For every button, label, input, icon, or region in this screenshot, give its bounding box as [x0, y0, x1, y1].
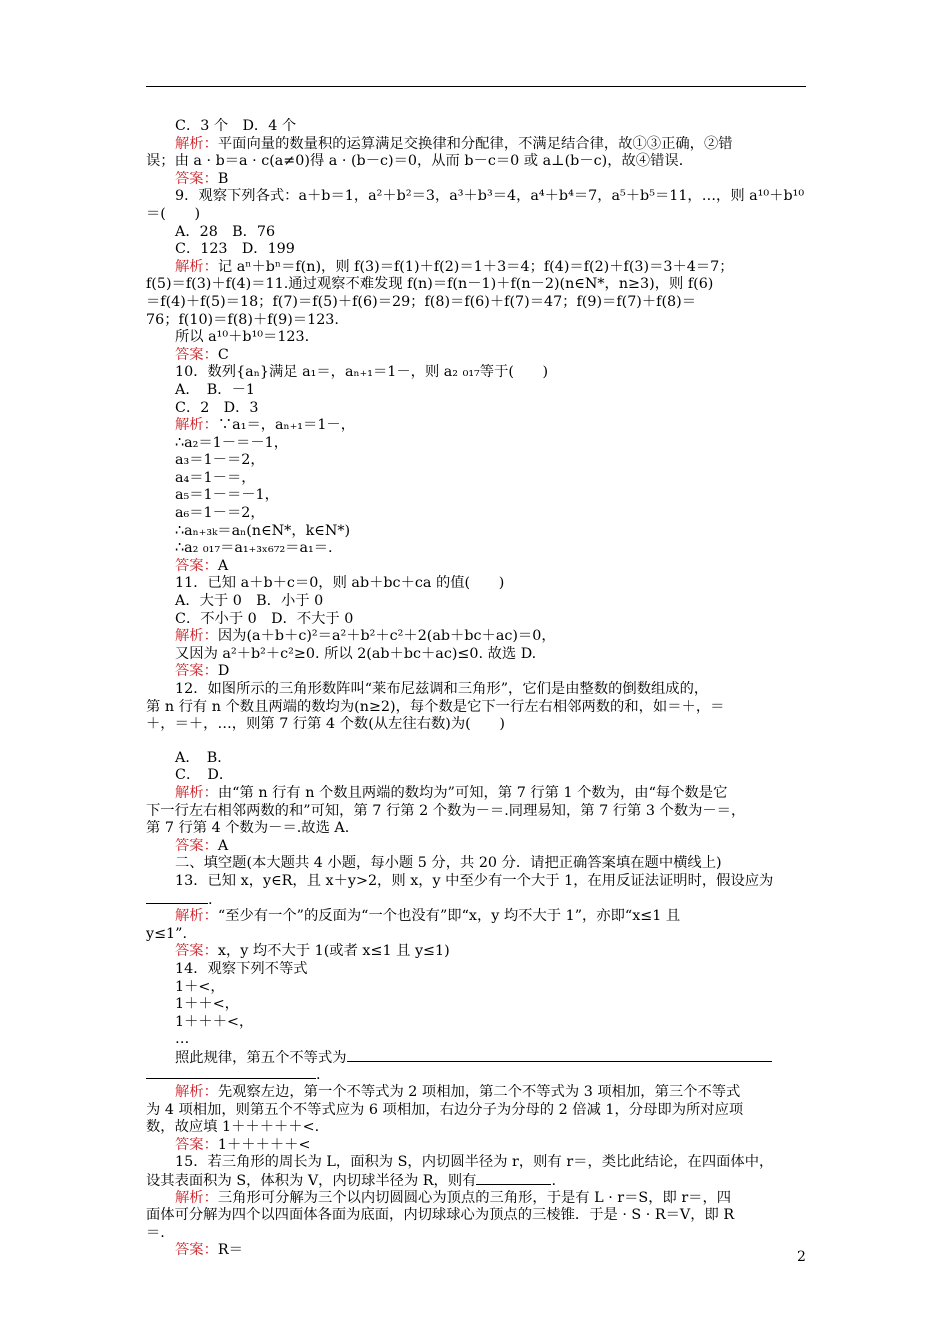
text-line — [146, 663, 808, 681]
answer-blank — [146, 1066, 316, 1079]
line-text: A．大于 0 B．小于 0 — [175, 593, 324, 610]
text-line — [146, 961, 808, 979]
answer-label: 答案： — [175, 1136, 218, 1153]
text-line — [146, 855, 808, 873]
text-line — [146, 996, 808, 1014]
line-text: 设其表面积为 S，体积为 V，内切球半径为 R，则有 — [146, 1173, 477, 1190]
line-text: 14．观察下列不等式 — [175, 960, 308, 977]
line-text: 11．已知 a＋b＋c＝0，则 ab＋bc＋ca 的值( ) — [175, 575, 505, 592]
header-rule — [146, 86, 806, 87]
line-text: B — [217, 170, 229, 187]
text-line — [146, 382, 808, 400]
text-line — [146, 1242, 808, 1260]
line-text: 76；f(10)＝f(8)＋f(9)＝123. — [146, 311, 339, 328]
text-line — [146, 820, 808, 838]
text-line — [146, 417, 808, 435]
line-text: A．28 B．76 — [175, 223, 276, 240]
text-line — [146, 136, 808, 154]
text-line — [146, 785, 808, 803]
line-text: 1＋＋＋＋＋< — [217, 1136, 311, 1153]
line-text: A． B． — [175, 749, 232, 766]
text-line — [146, 276, 808, 294]
line-text: y≤1”. — [146, 925, 188, 942]
text-line — [146, 400, 808, 418]
line-text: ∴a₂＝1－＝－1， — [175, 434, 289, 451]
text-line — [146, 943, 808, 961]
text-line — [146, 873, 808, 891]
answer-label: 答案： — [175, 663, 218, 680]
line-text: 为 4 项相加，则第五个不等式应为 6 项相加，右边分子为分母的 2 倍减 1，分母即为所对应项 — [146, 1101, 744, 1118]
text-line — [146, 364, 808, 382]
text-line — [146, 646, 808, 664]
line-tail: . — [551, 1173, 556, 1190]
text-line — [146, 329, 808, 347]
line-text: 1＋＋<， — [175, 996, 239, 1013]
answer-label: 答案： — [175, 170, 218, 187]
line-text: 10．数列{aₙ}满足 a₁＝，aₙ₊₁＝1－，则 a₂ ₀₁₇等于( ) — [175, 364, 549, 381]
text-line — [146, 1031, 808, 1049]
text-line — [146, 681, 808, 699]
line-text: 二、填空题(本大题共 4 小题，每小题 5 分，共 20 分．请把正确答案填在题中横线上) — [175, 855, 722, 872]
document-body — [146, 118, 808, 1260]
text-line — [146, 767, 808, 785]
text-line — [146, 153, 808, 171]
text-line — [146, 1102, 808, 1120]
line-text: A． B．－1 — [175, 381, 255, 398]
text-line — [146, 470, 808, 488]
text-line — [146, 1066, 808, 1084]
line-text: 数，故应填 1＋＋＋＋＋<. — [146, 1119, 320, 1136]
text-line — [146, 593, 808, 611]
answer-blank — [146, 891, 208, 904]
line-text: 因为(a＋b＋c)²＝a²＋b²＋c²＋2(ab＋bc＋ac)＝0， — [217, 628, 556, 645]
line-text: 误；由 a · b＝a · c(a≠0)得 a · (b－c)＝0，从而 b－c＝0 或 a⊥(b－c)，故④错误． — [146, 153, 693, 170]
line-text: 12．如图所示的三角形数阵叫“莱布尼兹调和三角形”，它们是由整数的倒数组成的， — [175, 681, 709, 697]
text-line — [146, 716, 808, 734]
line-text: 1＋<， — [175, 978, 225, 995]
text-line — [146, 1207, 808, 1225]
line-text: . — [208, 891, 213, 908]
text-line — [146, 558, 808, 576]
answer-label: 答案： — [175, 943, 218, 960]
answer-label: 答案： — [175, 557, 218, 574]
line-text: C．123 D．199 — [175, 241, 295, 258]
text-line — [146, 926, 808, 944]
line-text: C．2 D．3 — [175, 399, 259, 416]
line-text: 面体可分解为四个以四面体各面为底面，内切球球心为顶点的三棱锥．于是 · S · R＝V，即 R — [146, 1207, 735, 1224]
text-line — [146, 699, 808, 717]
text-line — [146, 487, 808, 505]
text-line — [146, 224, 808, 242]
line-text: ∵a₁＝，aₙ₊₁＝1－， — [217, 417, 356, 434]
line-text: 平面向量的数量积的运算满足交换律和分配律，不满足结合律，故①③正确，②错 — [217, 135, 733, 152]
text-line — [146, 435, 808, 453]
answer-label: 解析： — [175, 1084, 218, 1101]
text-line — [146, 347, 808, 365]
text-line — [146, 838, 808, 856]
line-text: … — [175, 1031, 190, 1048]
text-line — [146, 979, 808, 997]
answer-label: 解析： — [175, 628, 218, 645]
line-text: a₆＝1－＝2， — [175, 505, 265, 522]
line-text: 15．若三角形的周长为 L，面积为 S，内切圆半径为 r，则有 r＝，类比此结论，在四面体中， — [175, 1154, 774, 1171]
answer-label: 答案： — [175, 837, 218, 854]
line-text: C — [217, 346, 229, 363]
text-line — [146, 206, 808, 224]
answer-label: 解析： — [175, 135, 218, 152]
line-text: C．不小于 0 D．不大于 0 — [175, 610, 354, 627]
figure-gap — [146, 734, 808, 750]
line-text: 照此规律，第五个不等式为 — [175, 1049, 347, 1066]
line-text: D — [217, 663, 230, 680]
line-text: x，y 均不大于 1(或者 x≤1 且 y≤1) — [217, 943, 450, 960]
answer-label: 解析： — [175, 784, 218, 801]
answer-label: 解析： — [175, 258, 218, 275]
text-line — [146, 523, 808, 541]
line-text: 13．已知 x，y∈R，且 x＋y>2，则 x，y 中至少有一个大于 1，在用反证法证明时，假设应为 — [175, 872, 774, 889]
line-text: ∴a₂ ₀₁₇＝a₁₊₃ₓ₆₇₂＝a₁＝. — [175, 540, 333, 557]
text-line — [146, 505, 808, 523]
line-text: A — [217, 557, 229, 574]
line-text: a₄＝1－＝， — [175, 469, 256, 486]
answer-label: 答案： — [175, 346, 218, 363]
line-text: a₃＝1－＝2， — [175, 452, 265, 469]
text-line — [146, 891, 808, 909]
line-text: 记 aⁿ＋bⁿ＝f(n)，则 f(3)＝f(1)＋f(2)＝1＋3＝4；f(4)＝f(2)＋f(3)＝3＋4＝7； — [217, 258, 734, 275]
line-text: C．3 个 D．4 个 — [175, 118, 297, 134]
text-line — [146, 575, 808, 593]
line-text: R＝ — [217, 1242, 243, 1259]
answer-blank — [347, 1049, 772, 1062]
text-line — [146, 1049, 808, 1067]
text-line — [146, 294, 808, 312]
text-line — [146, 803, 808, 821]
text-line — [146, 1084, 808, 1102]
text-line — [146, 1119, 808, 1137]
text-line — [146, 452, 808, 470]
text-line — [146, 611, 808, 629]
text-line — [146, 1172, 808, 1190]
text-line — [146, 908, 808, 926]
answer-label: 解析： — [175, 908, 218, 925]
line-text: ＝f(4)＋f(5)＝18；f(7)＝f(5)＋f(6)＝29；f(8)＝f(6)＋f(7)＝47；f(9)＝f(7)＋f(8)＝ — [146, 293, 697, 310]
answer-label: 解析： — [175, 417, 218, 434]
answer-label: 答案： — [175, 1242, 218, 1259]
text-line — [146, 1014, 808, 1032]
line-text: 1＋＋＋<， — [175, 1013, 254, 1030]
line-text: C． D． — [175, 767, 234, 784]
line-text: 9．观察下列各式：a＋b＝1，a²＋b²＝3，a³＋b³＝4，a⁴＋b⁴＝7，a⁵＋b⁵＝11，…，则 a¹⁰＋b¹⁰ — [175, 188, 805, 205]
line-text: 由“第 n 行有 n 个数且两端的数均为”可知，第 7 行第 1 个数为，由“每个数是它 — [217, 784, 728, 801]
text-line — [146, 1225, 808, 1243]
page-number: 2 — [797, 1249, 806, 1265]
text-line — [146, 188, 808, 206]
text-line — [146, 1154, 808, 1172]
text-line — [146, 1190, 808, 1208]
line-text: ＝. — [146, 1224, 165, 1241]
text-line — [146, 171, 808, 189]
line-text: “至少有一个”的反面为“一个也没有”即“x，y 均不大于 1”，亦即“x≤1 且 — [217, 908, 681, 925]
answer-blank — [476, 1172, 551, 1185]
line-text: 下一行左右相邻两数的和”可知，第 7 行第 2 个数为－＝.同理易知，第 7 行第 3 个数为－＝， — [146, 802, 746, 819]
line-text: 第 7 行第 4 个数为－＝.故选 A. — [146, 820, 350, 837]
line-text: ＝( ) — [146, 205, 201, 222]
line-text: f(5)＝f(3)＋f(4)＝11.通过观察不难发现 f(n)＝f(n－1)＋f(n－2)(n∈N*，n≥3)，则 f(6) — [146, 276, 714, 293]
line-text: 第 n 行有 n 个数且两端的数均为(n≥2)，每个数是它下一行左右相邻两数的和，如＝＋，＝ — [146, 698, 725, 715]
text-line — [146, 750, 808, 768]
line-text: 三角形可分解为三个以内切圆圆心为顶点的三角形，于是有 L · r＝S，即 r＝，四 — [217, 1189, 732, 1206]
line-text: a₅＝1－＝－1， — [175, 487, 279, 504]
line-text: . — [316, 1067, 321, 1084]
text-line — [146, 628, 808, 646]
line-text: 所以 a¹⁰＋b¹⁰＝123. — [175, 329, 310, 346]
line-text: A — [217, 837, 229, 854]
line-text: 又因为 a²＋b²＋c²≥0. 所以 2(ab＋bc＋ac)≤0. 故选 D. — [175, 645, 537, 662]
line-text: 先观察左边，第一个不等式为 2 项相加，第二个不等式为 3 项相加，第三个不等式 — [217, 1084, 741, 1101]
text-line — [146, 241, 808, 259]
line-text: ∴aₙ₊₃ₖ＝aₙ(n∈N*，k∈N*) — [175, 522, 351, 539]
text-line — [146, 1137, 808, 1155]
line-text: ＋，＝＋，…，则第 7 行第 4 个数(从左往右数)为( ) — [146, 716, 505, 733]
text-line — [146, 118, 808, 136]
text-line — [146, 259, 808, 277]
text-line — [146, 540, 808, 558]
text-line — [146, 312, 808, 330]
answer-label: 解析： — [175, 1189, 218, 1206]
